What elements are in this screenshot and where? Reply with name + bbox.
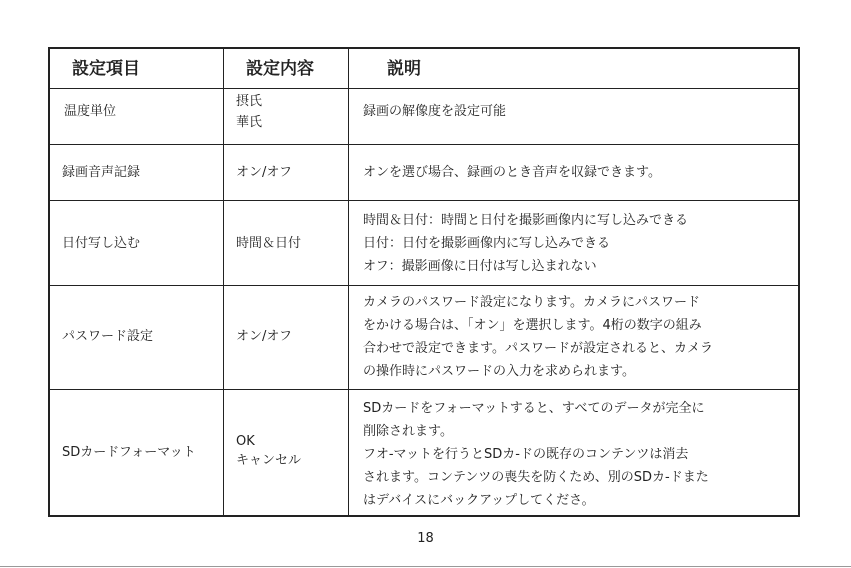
row-content: オン/オフ (236, 165, 292, 180)
row-content: 摂氏 華氏 (236, 94, 263, 130)
row-content: 時間＆日付 (236, 236, 302, 251)
row-content: オン/オフ (236, 329, 292, 344)
header-content: 設定内容 (246, 59, 314, 79)
row-item: 日付写し込む (62, 236, 141, 251)
row-content: OK キャンセル (236, 434, 302, 468)
row-item: 録画音声記録 (62, 165, 141, 180)
column-divider (223, 49, 224, 515)
header-item: 設定項目 (72, 59, 140, 79)
row-divider (50, 285, 798, 286)
row-divider (50, 144, 798, 145)
settings-table (48, 47, 800, 517)
row-description: SDカードをフォーマットすると、すべてのデータが完全に 削除されます。 フオ-マットを行うとSDカ-ドの既存のコンテンツは消去 されます。コンテンツの喪失を防くため、別のSDカ-ドまた はデバイスにバックアップしてくださ。 (363, 401, 709, 508)
row-item: パスワード設定 (62, 329, 154, 344)
row-item: 温度単位 (64, 104, 117, 119)
row-divider (50, 200, 798, 201)
page-number: 18 (417, 531, 434, 546)
row-divider (50, 88, 798, 89)
row-description: オンを選び場合、録画のとき音声を収録できます。 (363, 165, 661, 180)
row-divider (50, 389, 798, 390)
column-divider (348, 49, 349, 515)
row-description: 録画の解像度を設定可能 (363, 104, 507, 119)
page-bottom-divider (0, 566, 851, 567)
header-description: 説明 (387, 59, 421, 79)
row-item: SDカードフォーマット (62, 445, 196, 460)
row-description: カメラのパスワード設定になります。カメラにパスワード をかける場合は、「オン」を選択します。4桁の数字の組み 合わせで設定できます。パスワードが設定されると、カメラ の操作時にパスワードの入力を求められます。 (363, 295, 713, 379)
row-description: 時間＆日付：時間と日付を撮影画像内に写し込みできる 日付：日付を撮影画像内に写し込みできる オフ：撮影画像に日付は写し込まれない (363, 213, 689, 274)
